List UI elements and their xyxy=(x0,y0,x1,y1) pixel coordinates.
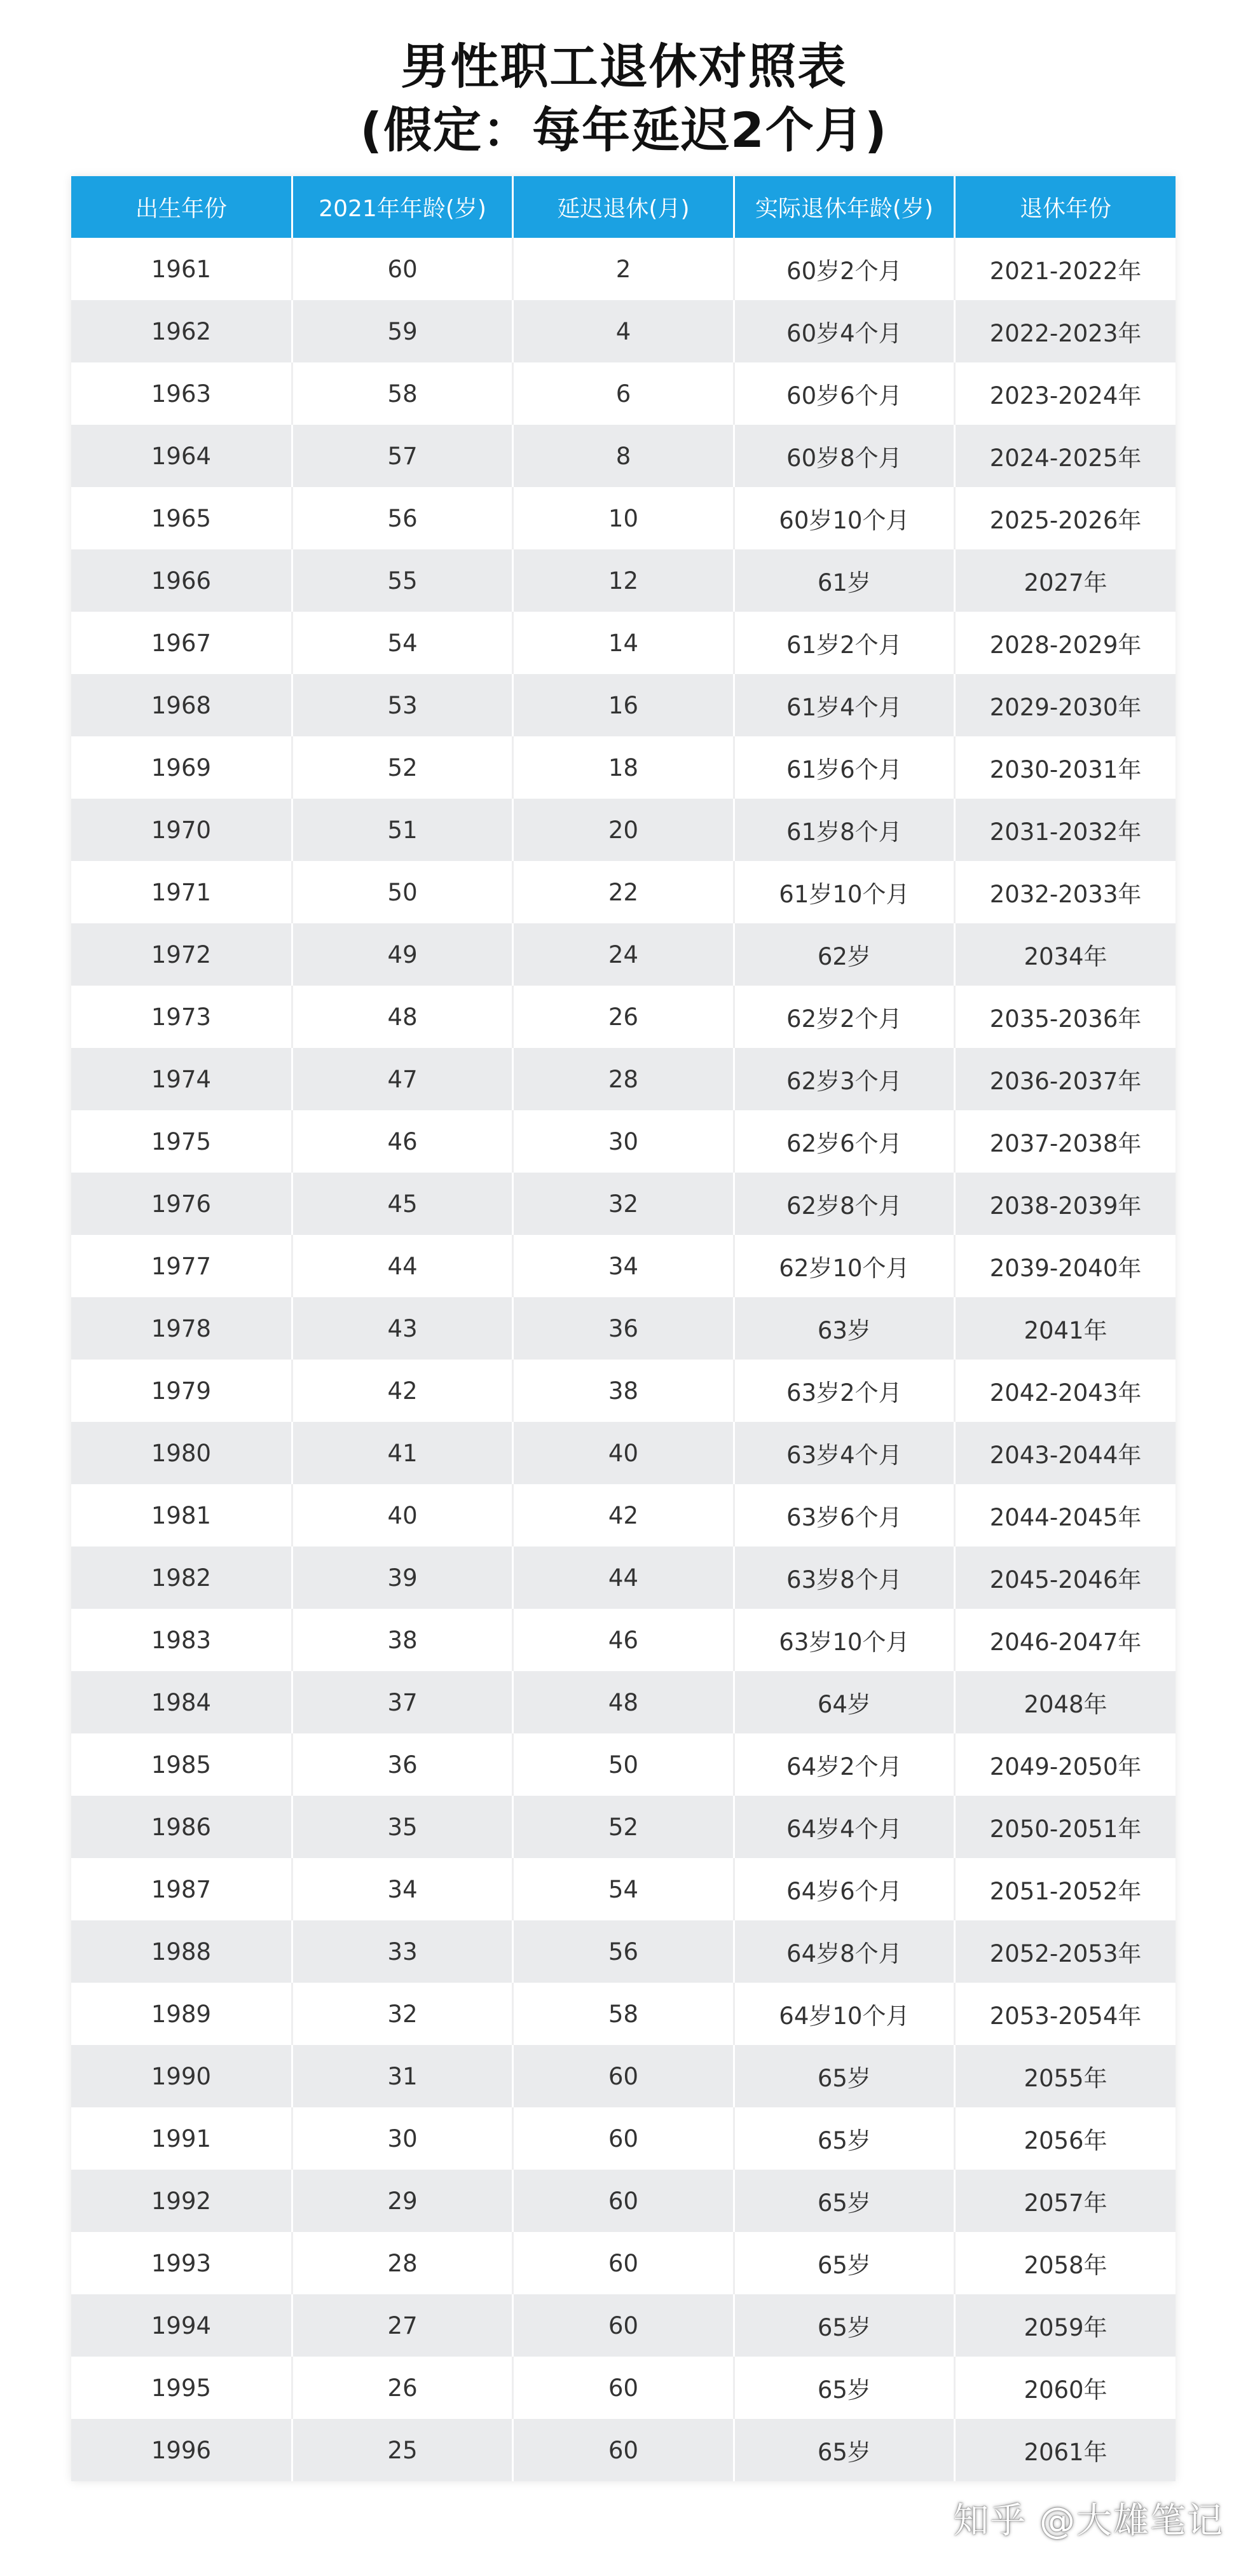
cell-retire-year: 2058年 xyxy=(955,2232,1176,2294)
cell-birth-year: 1964 xyxy=(71,425,292,487)
cell-actual-age: 61岁4个月 xyxy=(734,674,954,736)
cell-age-2021: 37 xyxy=(292,1671,512,1733)
cell-retire-year: 2034年 xyxy=(955,923,1176,986)
cell-birth-year: 1987 xyxy=(71,1858,292,1920)
cell-retire-year: 2050-2051年 xyxy=(955,1796,1176,1858)
cell-delay-months: 24 xyxy=(513,923,734,986)
cell-age-2021: 31 xyxy=(292,2045,512,2107)
table-row xyxy=(71,923,1176,986)
table-row xyxy=(71,2045,1176,2107)
table-row xyxy=(71,986,1176,1048)
cell-age-2021: 26 xyxy=(292,2357,512,2419)
cell-delay-months: 34 xyxy=(513,1235,734,1297)
cell-delay-months: 8 xyxy=(513,425,734,487)
cell-birth-year: 1984 xyxy=(71,1671,292,1733)
table-row xyxy=(71,1796,1176,1858)
cell-retire-year: 2038-2039年 xyxy=(955,1173,1176,1235)
cell-age-2021: 45 xyxy=(292,1173,512,1235)
cell-birth-year: 1972 xyxy=(71,923,292,986)
cell-retire-year: 2052-2053年 xyxy=(955,1920,1176,1983)
cell-retire-year: 2043-2044年 xyxy=(955,1422,1176,1484)
title-main: 男性职工退休对照表 xyxy=(401,38,847,95)
table-row xyxy=(71,674,1176,736)
cell-age-2021: 53 xyxy=(292,674,512,736)
cell-retire-year: 2048年 xyxy=(955,1671,1176,1733)
cell-actual-age: 64岁 xyxy=(734,1671,954,1733)
table-row xyxy=(71,1983,1176,2045)
table-row xyxy=(71,1484,1176,1546)
cell-delay-months: 60 xyxy=(513,2357,734,2419)
cell-retire-year: 2027年 xyxy=(955,549,1176,612)
cell-birth-year: 1979 xyxy=(71,1360,292,1422)
cell-delay-months: 14 xyxy=(513,612,734,674)
cell-retire-year: 2021-2022年 xyxy=(955,238,1176,300)
cell-delay-months: 28 xyxy=(513,1048,734,1110)
cell-retire-year: 2044-2045年 xyxy=(955,1484,1176,1546)
table-row xyxy=(71,487,1176,549)
cell-delay-months: 56 xyxy=(513,1920,734,1983)
table-row xyxy=(71,1110,1176,1173)
cell-retire-year: 2032-2033年 xyxy=(955,861,1176,923)
cell-birth-year: 1962 xyxy=(71,300,292,362)
cell-actual-age: 62岁3个月 xyxy=(734,1048,954,1110)
cell-birth-year: 1966 xyxy=(71,549,292,612)
cell-birth-year: 1963 xyxy=(71,362,292,425)
column-header-retire-year: 退休年份 xyxy=(955,176,1176,238)
cell-actual-age: 62岁6个月 xyxy=(734,1110,954,1173)
cell-age-2021: 54 xyxy=(292,612,512,674)
table-row xyxy=(71,2232,1176,2294)
cell-actual-age: 64岁4个月 xyxy=(734,1796,954,1858)
cell-age-2021: 41 xyxy=(292,1422,512,1484)
cell-retire-year: 2061年 xyxy=(955,2419,1176,2481)
cell-actual-age: 65岁 xyxy=(734,2294,954,2357)
cell-delay-months: 60 xyxy=(513,2294,734,2357)
cell-delay-months: 58 xyxy=(513,1983,734,2045)
table-row xyxy=(71,1297,1176,1360)
cell-actual-age: 62岁 xyxy=(734,923,954,986)
cell-retire-year: 2024-2025年 xyxy=(955,425,1176,487)
cell-delay-months: 12 xyxy=(513,549,734,612)
cell-birth-year: 1990 xyxy=(71,2045,292,2107)
cell-delay-months: 26 xyxy=(513,986,734,1048)
cell-delay-months: 46 xyxy=(513,1609,734,1671)
cell-birth-year: 1996 xyxy=(71,2419,292,2481)
cell-actual-age: 62岁8个月 xyxy=(734,1173,954,1235)
cell-age-2021: 40 xyxy=(292,1484,512,1546)
cell-delay-months: 40 xyxy=(513,1422,734,1484)
cell-delay-months: 38 xyxy=(513,1360,734,1422)
cell-retire-year: 2022-2023年 xyxy=(955,300,1176,362)
cell-age-2021: 57 xyxy=(292,425,512,487)
cell-actual-age: 65岁 xyxy=(734,2357,954,2419)
cell-age-2021: 52 xyxy=(292,736,512,799)
cell-birth-year: 1992 xyxy=(71,2170,292,2232)
table-row xyxy=(71,612,1176,674)
cell-retire-year: 2029-2030年 xyxy=(955,674,1176,736)
table-row xyxy=(71,861,1176,923)
cell-birth-year: 1967 xyxy=(71,612,292,674)
cell-delay-months: 60 xyxy=(513,2170,734,2232)
column-header-age-2021: 2021年年龄(岁) xyxy=(292,176,512,238)
cell-actual-age: 61岁 xyxy=(734,549,954,612)
cell-delay-months: 60 xyxy=(513,2419,734,2481)
cell-age-2021: 49 xyxy=(292,923,512,986)
table-row xyxy=(71,2357,1176,2419)
cell-actual-age: 65岁 xyxy=(734,2045,954,2107)
cell-retire-year: 2055年 xyxy=(955,2045,1176,2107)
cell-delay-months: 60 xyxy=(513,2107,734,2170)
cell-age-2021: 30 xyxy=(292,2107,512,2170)
cell-actual-age: 65岁 xyxy=(734,2170,954,2232)
cell-age-2021: 28 xyxy=(292,2232,512,2294)
table-row xyxy=(71,362,1176,425)
cell-birth-year: 1991 xyxy=(71,2107,292,2170)
cell-retire-year: 2025-2026年 xyxy=(955,487,1176,549)
cell-birth-year: 1965 xyxy=(71,487,292,549)
cell-age-2021: 47 xyxy=(292,1048,512,1110)
column-header-actual-age: 实际退休年龄(岁) xyxy=(734,176,954,238)
cell-actual-age: 61岁10个月 xyxy=(734,861,954,923)
cell-birth-year: 1975 xyxy=(71,1110,292,1173)
cell-retire-year: 2030-2031年 xyxy=(955,736,1176,799)
cell-age-2021: 39 xyxy=(292,1546,512,1609)
cell-retire-year: 2023-2024年 xyxy=(955,362,1176,425)
cell-age-2021: 42 xyxy=(292,1360,512,1422)
cell-retire-year: 2060年 xyxy=(955,2357,1176,2419)
cell-actual-age: 61岁8个月 xyxy=(734,799,954,861)
cell-actual-age: 60岁6个月 xyxy=(734,362,954,425)
cell-actual-age: 61岁6个月 xyxy=(734,736,954,799)
table-row xyxy=(71,238,1176,300)
cell-actual-age: 63岁6个月 xyxy=(734,1484,954,1546)
cell-delay-months: 18 xyxy=(513,736,734,799)
cell-age-2021: 44 xyxy=(292,1235,512,1297)
cell-actual-age: 65岁 xyxy=(734,2232,954,2294)
table-row xyxy=(71,425,1176,487)
cell-actual-age: 63岁10个月 xyxy=(734,1609,954,1671)
cell-birth-year: 1994 xyxy=(71,2294,292,2357)
cell-actual-age: 64岁6个月 xyxy=(734,1858,954,1920)
cell-birth-year: 1969 xyxy=(71,736,292,799)
cell-actual-age: 60岁4个月 xyxy=(734,300,954,362)
table-row xyxy=(71,736,1176,799)
table-row xyxy=(71,2107,1176,2170)
column-header-delay-months: 延迟退休(月) xyxy=(513,176,734,238)
cell-delay-months: 36 xyxy=(513,1297,734,1360)
cell-actual-age: 62岁2个月 xyxy=(734,986,954,1048)
cell-birth-year: 1974 xyxy=(71,1048,292,1110)
cell-retire-year: 2031-2032年 xyxy=(955,799,1176,861)
table-row xyxy=(71,549,1176,612)
cell-age-2021: 33 xyxy=(292,1920,512,1983)
cell-delay-months: 4 xyxy=(513,300,734,362)
cell-birth-year: 1993 xyxy=(71,2232,292,2294)
cell-delay-months: 60 xyxy=(513,2045,734,2107)
table-row xyxy=(71,1671,1176,1733)
table-row xyxy=(71,1422,1176,1484)
table-header xyxy=(71,176,1176,238)
cell-birth-year: 1985 xyxy=(71,1733,292,1796)
table-row xyxy=(71,1360,1176,1422)
cell-actual-age: 63岁 xyxy=(734,1297,954,1360)
table-row xyxy=(71,1235,1176,1297)
cell-retire-year: 2036-2037年 xyxy=(955,1048,1176,1110)
cell-age-2021: 58 xyxy=(292,362,512,425)
cell-age-2021: 51 xyxy=(292,799,512,861)
cell-actual-age: 65岁 xyxy=(734,2419,954,2481)
table-row xyxy=(71,1858,1176,1920)
cell-age-2021: 38 xyxy=(292,1609,512,1671)
cell-retire-year: 2028-2029年 xyxy=(955,612,1176,674)
cell-birth-year: 1970 xyxy=(71,799,292,861)
cell-birth-year: 1973 xyxy=(71,986,292,1048)
cell-age-2021: 25 xyxy=(292,2419,512,2481)
cell-delay-months: 60 xyxy=(513,2232,734,2294)
table-body xyxy=(71,238,1176,2481)
cell-age-2021: 59 xyxy=(292,300,512,362)
table-row xyxy=(71,2170,1176,2232)
cell-birth-year: 1981 xyxy=(71,1484,292,1546)
cell-actual-age: 65岁 xyxy=(734,2107,954,2170)
cell-retire-year: 2049-2050年 xyxy=(955,1733,1176,1796)
title-subtitle: (假定：每年延迟2个月) xyxy=(360,102,888,158)
cell-age-2021: 48 xyxy=(292,986,512,1048)
cell-birth-year: 1995 xyxy=(71,2357,292,2419)
table-row xyxy=(71,1546,1176,1609)
column-header-birth-year: 出生年份 xyxy=(71,176,292,238)
cell-birth-year: 1989 xyxy=(71,1983,292,2045)
cell-actual-age: 62岁10个月 xyxy=(734,1235,954,1297)
table-row xyxy=(71,799,1176,861)
cell-birth-year: 1986 xyxy=(71,1796,292,1858)
cell-delay-months: 44 xyxy=(513,1546,734,1609)
cell-retire-year: 2046-2047年 xyxy=(955,1609,1176,1671)
cell-birth-year: 1971 xyxy=(71,861,292,923)
cell-age-2021: 29 xyxy=(292,2170,512,2232)
table-row xyxy=(71,1920,1176,1983)
cell-birth-year: 1961 xyxy=(71,238,292,300)
cell-age-2021: 27 xyxy=(292,2294,512,2357)
cell-actual-age: 64岁2个月 xyxy=(734,1733,954,1796)
table-row xyxy=(71,1173,1176,1235)
cell-retire-year: 2053-2054年 xyxy=(955,1983,1176,2045)
cell-actual-age: 61岁2个月 xyxy=(734,612,954,674)
cell-retire-year: 2057年 xyxy=(955,2170,1176,2232)
cell-birth-year: 1988 xyxy=(71,1920,292,1983)
cell-actual-age: 64岁10个月 xyxy=(734,1983,954,2045)
cell-age-2021: 50 xyxy=(292,861,512,923)
cell-age-2021: 56 xyxy=(292,487,512,549)
cell-age-2021: 43 xyxy=(292,1297,512,1360)
cell-actual-age: 63岁8个月 xyxy=(734,1546,954,1609)
cell-retire-year: 2059年 xyxy=(955,2294,1176,2357)
cell-retire-year: 2035-2036年 xyxy=(955,986,1176,1048)
table-row xyxy=(71,1048,1176,1110)
cell-retire-year: 2037-2038年 xyxy=(955,1110,1176,1173)
cell-birth-year: 1980 xyxy=(71,1422,292,1484)
cell-birth-year: 1976 xyxy=(71,1173,292,1235)
cell-birth-year: 1982 xyxy=(71,1546,292,1609)
cell-birth-year: 1978 xyxy=(71,1297,292,1360)
cell-age-2021: 55 xyxy=(292,549,512,612)
cell-age-2021: 46 xyxy=(292,1110,512,1173)
cell-age-2021: 36 xyxy=(292,1733,512,1796)
table-row xyxy=(71,2419,1176,2481)
cell-retire-year: 2045-2046年 xyxy=(955,1546,1176,1609)
table-header-row xyxy=(71,176,1176,238)
cell-age-2021: 60 xyxy=(292,238,512,300)
cell-actual-age: 64岁8个月 xyxy=(734,1920,954,1983)
cell-delay-months: 50 xyxy=(513,1733,734,1796)
cell-age-2021: 34 xyxy=(292,1858,512,1920)
table-row xyxy=(71,1609,1176,1671)
cell-birth-year: 1983 xyxy=(71,1609,292,1671)
table-row xyxy=(71,2294,1176,2357)
cell-retire-year: 2056年 xyxy=(955,2107,1176,2170)
cell-delay-months: 10 xyxy=(513,487,734,549)
cell-age-2021: 35 xyxy=(292,1796,512,1858)
cell-birth-year: 1968 xyxy=(71,674,292,736)
retirement-table xyxy=(71,176,1176,2481)
cell-actual-age: 60岁8个月 xyxy=(734,425,954,487)
retirement-table-container xyxy=(71,176,1176,2481)
cell-actual-age: 63岁4个月 xyxy=(734,1422,954,1484)
table-row xyxy=(71,1733,1176,1796)
cell-delay-months: 48 xyxy=(513,1671,734,1733)
cell-delay-months: 54 xyxy=(513,1858,734,1920)
cell-delay-months: 22 xyxy=(513,861,734,923)
cell-age-2021: 32 xyxy=(292,1983,512,2045)
cell-retire-year: 2039-2040年 xyxy=(955,1235,1176,1297)
cell-actual-age: 60岁2个月 xyxy=(734,238,954,300)
watermark: 知乎 @大雄笔记 xyxy=(953,2500,1224,2542)
cell-retire-year: 2042-2043年 xyxy=(955,1360,1176,1422)
cell-actual-age: 63岁2个月 xyxy=(734,1360,954,1422)
cell-birth-year: 1977 xyxy=(71,1235,292,1297)
cell-delay-months: 52 xyxy=(513,1796,734,1858)
cell-retire-year: 2051-2052年 xyxy=(955,1858,1176,1920)
cell-delay-months: 20 xyxy=(513,799,734,861)
cell-retire-year: 2041年 xyxy=(955,1297,1176,1360)
cell-delay-months: 42 xyxy=(513,1484,734,1546)
cell-delay-months: 2 xyxy=(513,238,734,300)
cell-actual-age: 60岁10个月 xyxy=(734,487,954,549)
cell-delay-months: 32 xyxy=(513,1173,734,1235)
page-title xyxy=(0,35,1248,162)
table-row xyxy=(71,300,1176,362)
cell-delay-months: 30 xyxy=(513,1110,734,1173)
cell-delay-months: 16 xyxy=(513,674,734,736)
cell-delay-months: 6 xyxy=(513,362,734,425)
